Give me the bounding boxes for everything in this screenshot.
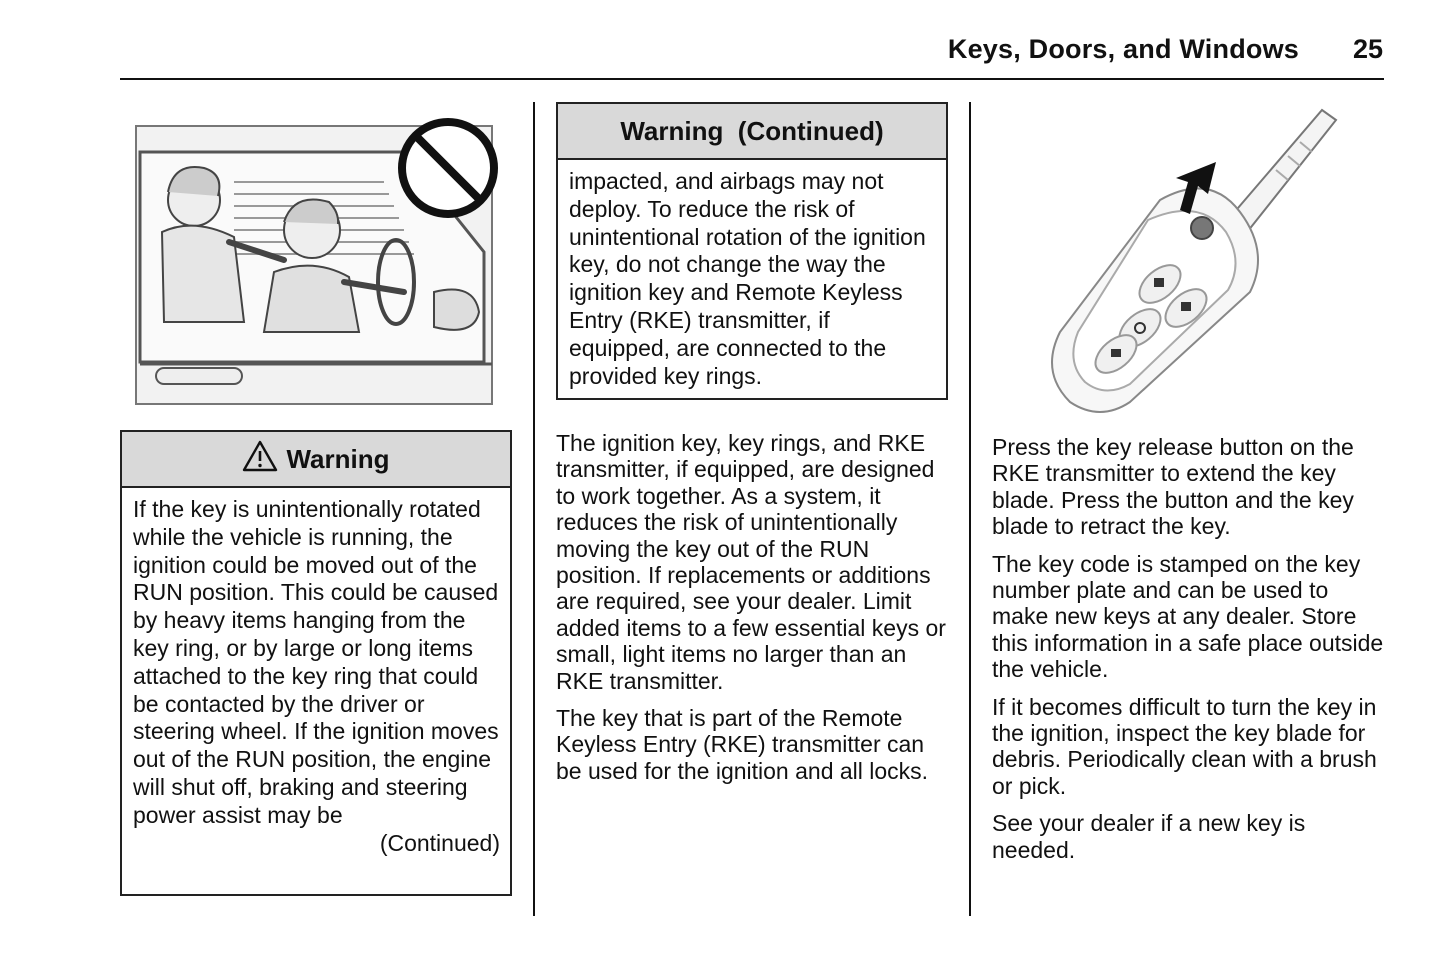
children-in-car-illustration — [134, 112, 500, 408]
warning-box — [120, 430, 512, 896]
paragraph: If it becomes difficult to turn the key in the ignition, inspect the key blade for debris. Periodically clean with a brush or pick. — [992, 693, 1377, 799]
middle-column-text — [556, 430, 954, 795]
warning-continued-body: impacted, and airbags may not deploy. To reduce the risk of unintentional rotation of the ignition key, do not change the way the ignition key and Remote Keyless Entry (RKE) transmitter, if equipped, are connected to the provided key rings. — [569, 168, 926, 389]
page-number: 25 — [1352, 34, 1383, 64]
warning-continued-box — [556, 102, 948, 400]
warning-continued-title: Warning (Continued) — [620, 115, 884, 146]
warning-continued-header — [558, 104, 946, 160]
paragraph: See your dealer if a new key is needed. — [992, 810, 1306, 863]
right-column-text — [992, 434, 1388, 874]
paragraph: The key that is part of the Remote Keyless Entry (RKE) transmitter can be used for the ignition and all locks. — [556, 705, 929, 784]
section-title: Keys, Doors, and Windows — [947, 34, 1299, 64]
warning-body: If the key is unintentionally rotated while the vehicle is running, the ignition could be moved out of the RUN position. This could be caused by heavy items hanging from the key ring, or by large or long items attached to the key ring that could be contacted by the driver or steering wheel. If the ignition moves out of the RUN position, the engine will shut off, braking and steering power assist may be — [133, 496, 499, 828]
paragraph: The key code is stamped on the key number plate and can be used to make new keys at any dealer. Store this information in a safe place outside the vehicle. — [992, 550, 1384, 683]
paragraph: The ignition key, key rings, and RKE transmitter, if equipped, are designed to work together. As a system, it reduces the risk of unintentionally moving the key out of the RUN position. If replacements or additions are required, see your dealer. Limit added items to a few essential keys or small, light items no larger than an RKE transmitter. — [556, 430, 946, 694]
warning-continued-label: (Continued) — [379, 829, 500, 856]
column-divider-left — [533, 102, 535, 916]
key-fob-illustration — [1030, 102, 1350, 417]
warning-title: Warning — [286, 443, 390, 474]
header-rule — [120, 78, 1384, 80]
warning-header — [122, 432, 510, 488]
paragraph: Press the key release button on the RKE transmitter to extend the key blade. Press the button and the key blade to retract the key. — [992, 434, 1354, 540]
warning-triangle-icon — [242, 440, 278, 479]
column-divider-right — [969, 102, 971, 916]
